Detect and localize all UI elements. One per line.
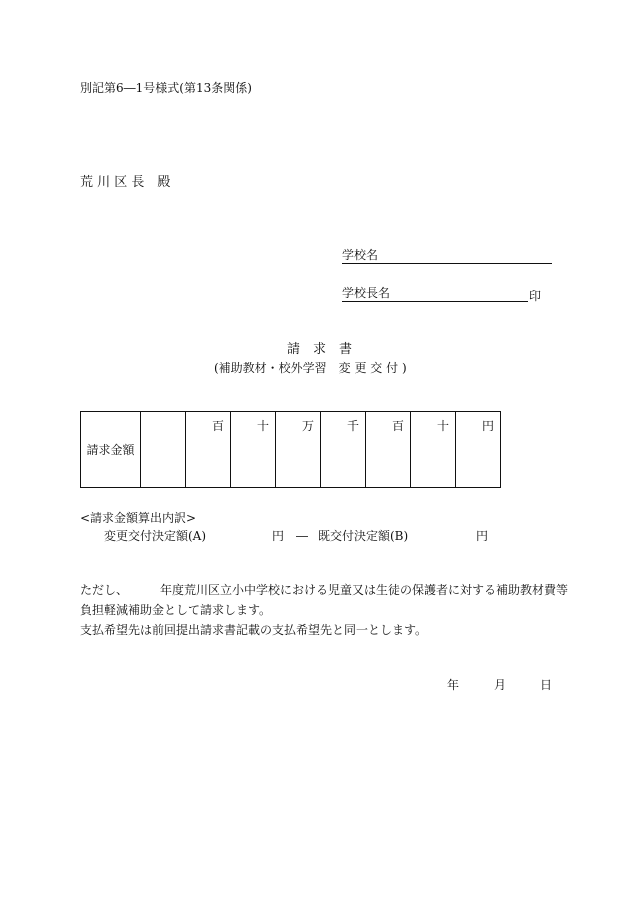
addressee: 荒 川 区 長 殿 [80, 175, 171, 190]
amount-label: 請求金額 [81, 412, 141, 488]
breakdown-heading: <請求金額算出内訳> [80, 511, 197, 525]
digit-unit: 万 [301, 419, 314, 433]
principal-name-field[interactable] [342, 287, 528, 302]
amount-table [80, 411, 501, 488]
date-year: 年 [447, 678, 460, 692]
amount-cell-blank[interactable] [141, 412, 186, 488]
school-name-row [342, 249, 552, 264]
amount-cell-thousand[interactable] [321, 412, 366, 488]
amount-row [81, 412, 501, 488]
school-name-field[interactable] [342, 249, 552, 264]
digit-unit: 十 [436, 419, 449, 433]
document-title: 請 求 書 [287, 342, 353, 357]
body-line-2: 負担軽減補助金として請求します。 [80, 603, 272, 617]
minus-sign: ― [296, 529, 308, 543]
existing-amount-label: 既交付決定額(B) [318, 529, 409, 543]
seal-mark: 印 [529, 289, 542, 303]
body-line-3: 支払希望先は前回提出請求書記載の支払希望先と同一とします。 [80, 623, 428, 637]
change-amount-label: 変更交付決定額(A) [104, 529, 207, 543]
principal-label: 学校長名 [342, 286, 391, 300]
amount-cell-hundred[interactable] [366, 412, 411, 488]
digit-unit: 円 [481, 419, 494, 433]
amount-cell-ten[interactable] [411, 412, 456, 488]
amount-cell-ten-million[interactable] [231, 412, 276, 488]
amount-cell-hundred-million[interactable] [186, 412, 231, 488]
digit-unit: 千 [346, 419, 359, 433]
body-line-1-prefix: ただし、 [80, 583, 129, 597]
digit-unit: 百 [391, 419, 404, 433]
digit-unit: 百 [211, 419, 224, 433]
amount-cell-ten-thousand[interactable] [276, 412, 321, 488]
document-subtitle: (補助教材・校外学習 変 更 交 付 ) [214, 361, 407, 375]
date-day: 日 [540, 678, 553, 692]
school-name-label: 学校名 [342, 248, 379, 262]
date-month: 月 [494, 678, 507, 692]
digit-unit: 十 [256, 419, 269, 433]
yen-b: 円 [476, 529, 489, 543]
form-number: 別記第6―1号様式(第13条関係) [80, 81, 252, 95]
body-line-1: 年度荒川区立小中学校における児童又は生徒の保護者に対する補助教材費等 [160, 583, 569, 597]
principal-row [342, 287, 541, 302]
yen-a: 円 [272, 529, 285, 543]
amount-cell-yen[interactable] [456, 412, 501, 488]
